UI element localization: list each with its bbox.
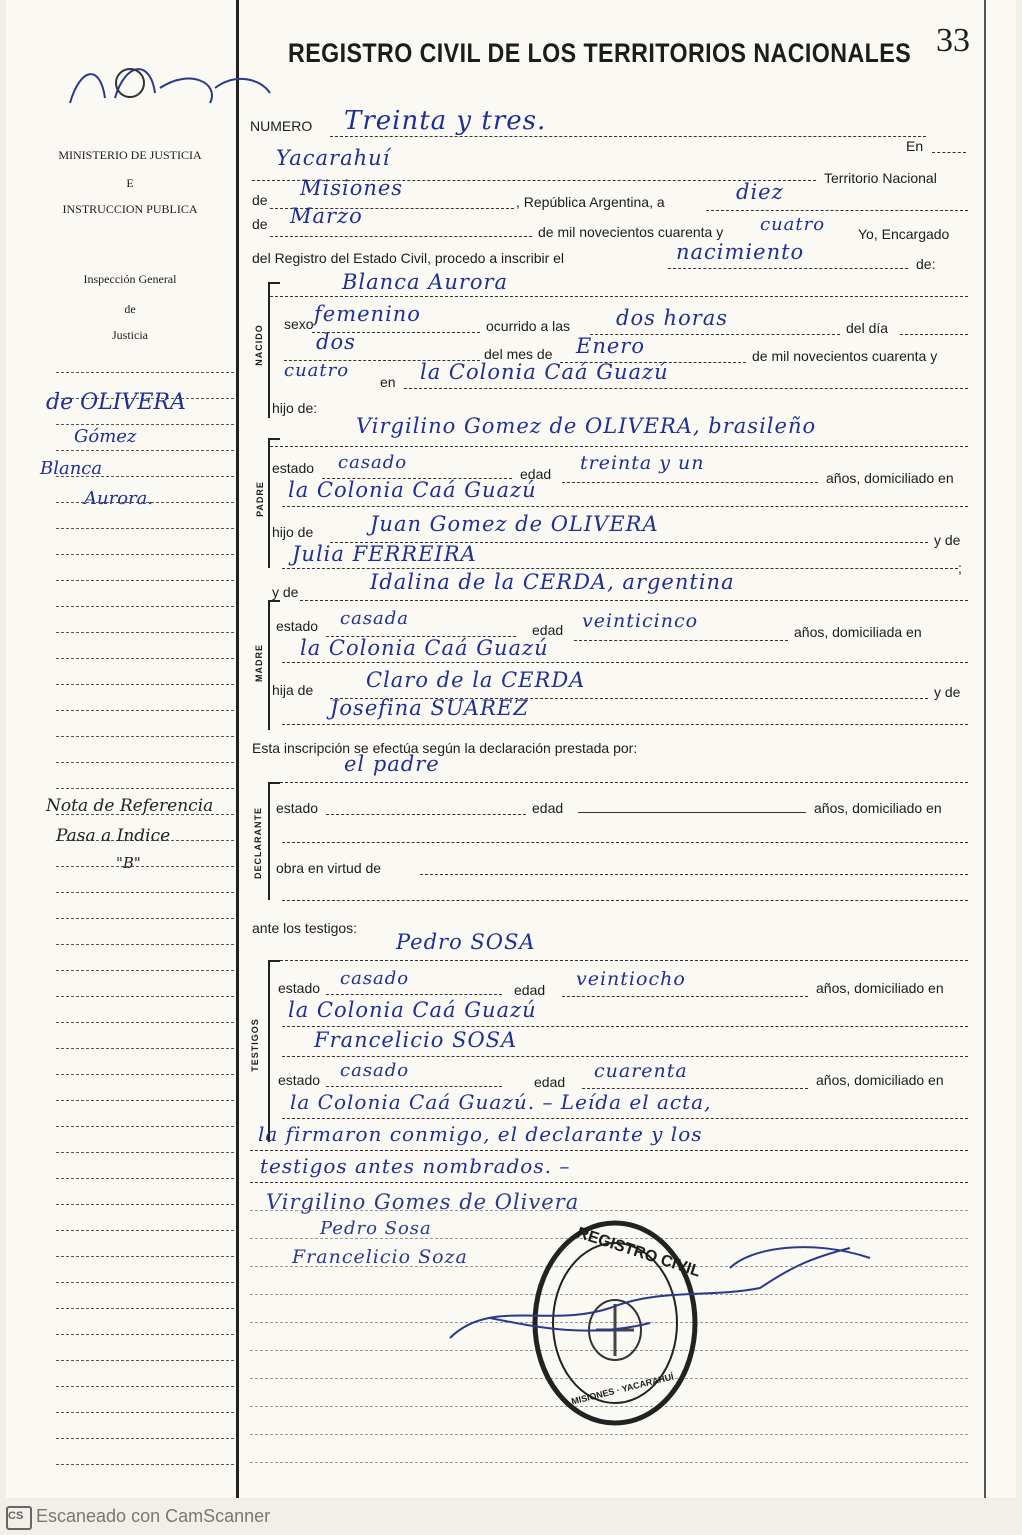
scanner-footer	[0, 1498, 1022, 1535]
margin-rule-line	[56, 970, 234, 971]
t2-edad-value: cuarenta	[594, 1060, 688, 1082]
padre-y-de-label: y de	[934, 532, 961, 548]
en-lower-label: en	[380, 374, 396, 390]
margin-rule-line	[56, 892, 234, 893]
stamp-text: REGISTRO CIVIL	[574, 1224, 703, 1281]
madre-dom-value: la Colonia Caá Guazú	[300, 636, 549, 660]
madre-anos-label: años, domiciliada en	[794, 624, 922, 640]
sexo-value: femenino	[314, 302, 421, 326]
margin-rule-line	[56, 1230, 234, 1231]
republica-label: , República Argentina, a	[516, 194, 665, 210]
stamp-lower-text: MISIONES · YACARAHUÍ	[570, 1371, 675, 1407]
blank-line	[250, 1210, 968, 1211]
padre-anos-label: años, domiciliado en	[826, 470, 954, 486]
hijo-label: hijo de:	[272, 400, 318, 416]
margin-rule-line	[56, 1464, 234, 1465]
lugar-value: Yacarahuí	[276, 146, 391, 170]
madre-edad-value: veinticinco	[582, 610, 699, 632]
page-number: 33	[936, 22, 970, 59]
right-edge	[984, 0, 986, 1498]
padre-edad-value: treinta y un	[580, 452, 705, 474]
madre-y-de-2-label: y de	[934, 684, 961, 700]
territorio-value: Misiones	[300, 176, 404, 200]
semicolon: ;	[958, 560, 962, 576]
margin-rule-line	[56, 1256, 234, 1257]
del-mes-label: del mes de	[484, 346, 553, 362]
en-label: En	[906, 138, 924, 154]
margin-rule-line	[56, 606, 234, 607]
blank-line	[250, 1462, 968, 1463]
declarante-estado-label: estado	[276, 800, 319, 816]
ref-note-3: "B"	[116, 854, 141, 872]
margin-rule-line	[56, 866, 234, 867]
testigos-section-label: TESTIGOS	[249, 1018, 260, 1072]
madre-section-label: MADRE	[254, 644, 264, 682]
margin-rule-line	[56, 658, 234, 659]
margin-rule-line	[56, 944, 234, 945]
testigo1-value: Pedro SOSA	[396, 930, 536, 954]
margin-rule-line	[56, 372, 234, 373]
margin-rule-line	[56, 1360, 234, 1361]
margin-name-3: Blanca	[40, 458, 103, 479]
margin-rule-line	[56, 1204, 234, 1205]
padre-value: Virgilino Gomez de OLIVERA, brasileño	[356, 414, 817, 438]
inspection-label-2: Justicia	[112, 328, 148, 342]
de-label-2: de	[252, 216, 268, 232]
margin-rule-line	[56, 632, 234, 633]
inscripcion-label: Esta inscripción se efectúa según la declaración prestada por:	[252, 740, 638, 756]
de-mil-label: de mil novecientos cuarenta y	[538, 224, 724, 240]
t1-dom-value: la Colonia Caá Guazú	[288, 998, 537, 1022]
margin-rule-line	[56, 1282, 234, 1283]
madre-estado-value: casada	[340, 608, 410, 629]
t1-estado-label: estado	[278, 980, 321, 996]
signature-seal-mark	[60, 48, 280, 118]
footer-logo: CS	[8, 1510, 24, 1522]
margin-rule-line	[56, 580, 234, 581]
sexo-label: sexo	[284, 316, 314, 332]
margin-rule-line	[56, 1308, 234, 1309]
ministry-label-2: INSTRUCCION PUBLICA	[62, 202, 198, 216]
margin-ruled-lines	[8, 0, 236, 1498]
obra-label: obra en virtud de	[276, 860, 382, 876]
margin-rule-line	[56, 1152, 234, 1153]
padre-estado-label: estado	[272, 460, 315, 476]
nombre-value: Blanca Aurora	[342, 270, 509, 294]
numero-label: NUMERO	[250, 118, 313, 134]
margin-name-2: Gómez	[74, 426, 137, 447]
t2-anos-label: años, domiciliado en	[816, 1072, 944, 1088]
margin-rule-line	[56, 528, 234, 529]
madre-estado-label: estado	[276, 618, 319, 634]
inspection-de: de	[124, 302, 136, 316]
mes-value: Marzo	[290, 204, 363, 228]
nacido-section-label: NACIDO	[253, 324, 264, 366]
margin-rule-line	[56, 1074, 234, 1075]
declarante-value: el padre	[344, 752, 440, 776]
padre-hijo-label: hijo de	[272, 524, 314, 540]
margin-rule-line	[56, 788, 234, 789]
abuela-m-value: Josefina SUAREZ	[330, 696, 529, 720]
t2-estado-label: estado	[278, 1072, 321, 1088]
de-label-1: de	[252, 192, 268, 208]
madre-y-de-label: y de	[272, 584, 299, 600]
footer-text: Escaneado con CamScanner	[36, 1506, 271, 1526]
de-colon-label: de:	[916, 256, 936, 272]
ocurrido-label: ocurrido a las	[486, 318, 571, 334]
registro-label: del Registro del Estado Civil, procedo a inscribir el	[252, 250, 565, 266]
numero-value: Treinta y tres.	[344, 106, 547, 136]
margin-name-4: Aurora.	[84, 488, 154, 509]
margin-rule-line	[56, 710, 234, 711]
margin-rule-line	[56, 736, 234, 737]
margin-rule-line	[56, 424, 234, 425]
signature-father: Virgilino Gomes de Olivera	[266, 1190, 580, 1214]
t2-edad-label: edad	[534, 1074, 566, 1090]
anio-value: cuatro	[760, 214, 826, 235]
abuelo-p-value: Juan Gomez de OLIVERA	[370, 512, 659, 536]
t1-edad-label: edad	[514, 982, 546, 998]
madre-value: Idalina de la CERDA, argentina	[370, 570, 735, 594]
ministry-label: MINISTERIO DE JUSTICIA	[58, 148, 202, 162]
margin-rule-line	[56, 1438, 234, 1439]
yo-label: Yo, Encargado	[858, 226, 950, 242]
territorio-label: Territorio Nacional	[824, 170, 937, 186]
testigos-label: ante los testigos:	[252, 920, 358, 936]
madre-hija-label: hija de	[272, 682, 314, 698]
de-mil-2-label: de mil novecientos cuarenta y	[752, 348, 938, 364]
t2-estado-value: casado	[340, 1060, 410, 1081]
blank-line	[250, 1434, 968, 1435]
margin-divider	[236, 0, 239, 1498]
margin-rule-line	[56, 1100, 234, 1101]
lugar-nac-value: la Colonia Caá Guazú	[420, 360, 669, 384]
margin-rule-line	[56, 1022, 234, 1023]
margin-name-1: de OLIVERA	[46, 390, 186, 415]
signature-witness-1: Pedro Sosa	[320, 1218, 432, 1239]
t2-dom-value: la Colonia Caá Guazú. – Leída el acta,	[290, 1090, 712, 1114]
anio-nac-value: cuatro	[284, 360, 350, 381]
t1-estado-value: casado	[340, 968, 410, 989]
madre-edad-label: edad	[532, 622, 564, 638]
margin-rule-line	[56, 1048, 234, 1049]
abuelo-m-value: Claro de la CERDA	[366, 668, 586, 692]
mes-nac-value: Enero	[576, 334, 645, 358]
abuela-p-value: Julia FERREIRA	[292, 542, 477, 566]
horas-value: dos horas	[616, 306, 729, 330]
padre-section-label: PADRE	[254, 481, 265, 517]
ref-note-2: Pasa a Indice	[56, 826, 171, 846]
declarante-edad-label: edad	[532, 800, 564, 816]
margin-rule-line	[56, 554, 234, 555]
margin-rule-line	[56, 1334, 234, 1335]
margin-rule-line	[56, 1386, 234, 1387]
signature-witness-2: Francelicio Soza	[292, 1246, 468, 1268]
declarante-anos-label: años, domiciliado en	[814, 800, 942, 816]
margin-rule-line	[56, 996, 234, 997]
padre-edad-label: edad	[520, 466, 552, 482]
declarante-section-label: DECLARANTE	[253, 807, 263, 879]
margin-rule-line	[56, 684, 234, 685]
margin-rule-line	[56, 1412, 234, 1413]
testigo2-value: Francelicio SOSA	[314, 1028, 518, 1052]
closing-line-1: la firmaron conmigo, el declarante y los	[258, 1122, 703, 1146]
margin-rule-line	[56, 450, 234, 451]
dia-nac-value: dos	[316, 330, 356, 354]
padre-dom-value: la Colonia Caá Guazú	[288, 478, 537, 502]
margin-rule-line	[56, 918, 234, 919]
t1-anos-label: años, domiciliado en	[816, 980, 944, 996]
del-dia-label: del día	[846, 320, 889, 336]
inspection-label: Inspección General	[83, 272, 177, 286]
closing-line-2: testigos antes nombrados. –	[260, 1154, 571, 1178]
dia-value: diez	[736, 180, 784, 204]
ministry-and: E	[126, 176, 134, 190]
ref-note-1: Nota de Referencia	[46, 796, 214, 816]
margin-rule-line	[56, 1178, 234, 1179]
margin-rule-line	[56, 1126, 234, 1127]
registry-title: REGISTRO CIVIL DE LOS TERRITORIOS NACIONALES	[288, 38, 912, 68]
margin-rule-line	[56, 762, 234, 763]
t1-edad-value: veintiocho	[576, 968, 686, 990]
tipo-value: nacimiento	[676, 240, 805, 264]
registrar-signature	[430, 1228, 900, 1358]
padre-estado-value: casado	[338, 452, 408, 473]
